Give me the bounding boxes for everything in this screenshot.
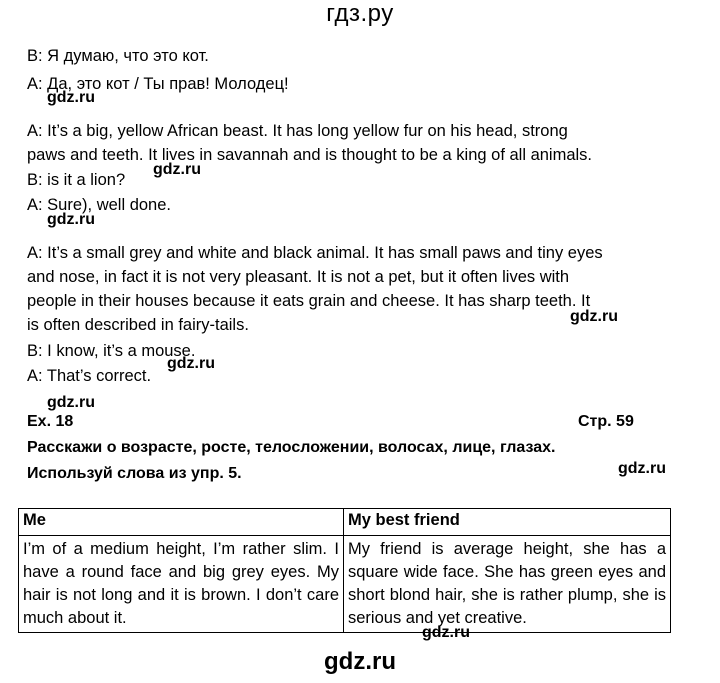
watermark-3: gdz.ru [47,211,95,228]
task-line1: Расскажи о возрасте, росте, телосложении, волосах, лице, глазах. [27,439,556,456]
table-header-row [19,509,671,536]
watermark-1: gdz.ru [47,89,95,106]
exercise-number: Ex. 18 [27,413,74,430]
dialogue2-a-line2: paws and teeth. It lives in savannah and is thought to be a king of all animals. [27,146,593,164]
dialogue2-a-line1: A: It’s a big, yellow African beast. It has long yellow fur on his head, strong [27,122,568,140]
watermark-2: gdz.ru [153,161,201,178]
watermark-5: gdz.ru [167,355,215,372]
watermark-8: gdz.ru [422,624,470,641]
dialogue1-line1: B: Я думаю, что это кот. [27,47,209,65]
table-row [19,536,671,633]
dialogue3-b: B: I know, it’s a mouse. [27,342,196,360]
table-header-me: Me [19,509,344,536]
comparison-table [18,508,671,633]
watermark-7: gdz.ru [618,460,666,477]
dialogue2-a2: A: Sure), well done. [27,196,171,214]
dialogue3-a-line1: A: It’s a small grey and white and black animal. It has small paws and tiny eyes [27,244,603,262]
dialogue1-line2: A: Да, это кот / Ты прав! Молодец! [27,75,289,93]
dialogue3-a2: A: That’s correct. [27,367,152,385]
site-footer: gdz.ru [324,648,396,675]
dialogue2-b: B: is it a lion? [27,171,126,189]
page-reference: Стр. 59 [578,413,634,430]
dialogue3-a-line2: and nose, in fact it is not very pleasant. It is not a pet, but it often lives with [27,268,570,286]
site-header: гдз.ру [326,0,394,27]
table-header-friend: My best friend [344,509,671,536]
dialogue3-a-line4: is often described in fairy-tails. [27,316,249,334]
task-line2: Используй слова из упр. 5. [27,465,242,482]
watermark-6: gdz.ru [47,394,95,411]
dialogue3-a-line3: people in their houses because it eats grain and cheese. It has sharp teeth. It [27,292,591,310]
cell-friend: My friend is average height, she has a square wide face. She has green eyes and short blond hair, she is rather plump, she is serious and yet creative. [344,536,671,633]
watermark-4: gdz.ru [570,308,618,325]
cell-me: I’m of a medium height, I’m rather slim. I have a round face and big grey eyes. My hair is not long and it is brown. I don’t care much about it. [19,536,344,633]
